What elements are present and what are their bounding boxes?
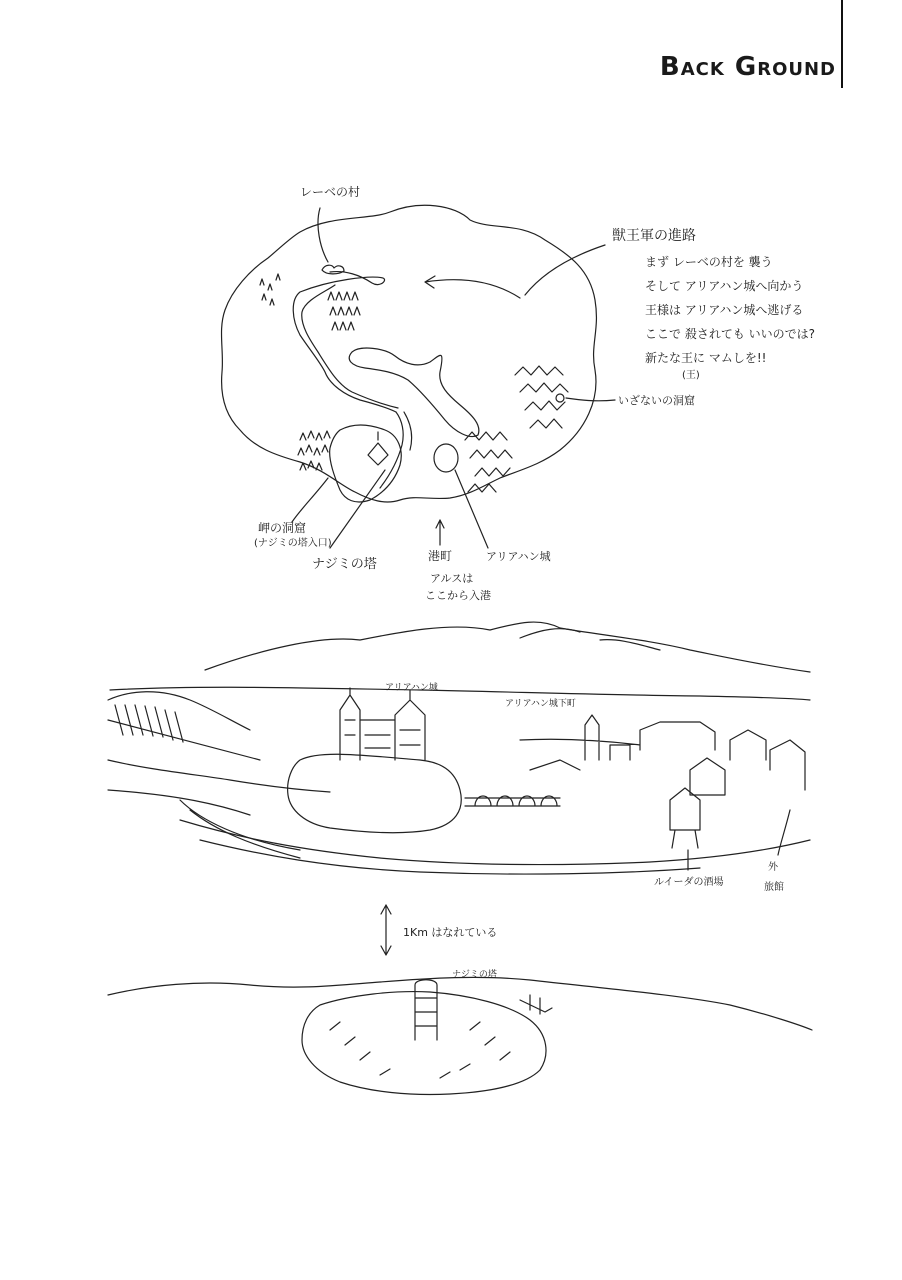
cave-label: いざないの洞窟 <box>618 394 695 407</box>
cave-marker <box>556 394 564 402</box>
castle-cliff <box>288 754 462 832</box>
route-note-4: ここで 殺されても いいのでは? <box>645 327 815 341</box>
pass-cave-pointer <box>292 478 328 522</box>
tavern-label: ルイーダの酒場 <box>654 877 724 888</box>
map-forest-left <box>298 431 330 470</box>
port-label: 港町 <box>428 549 453 563</box>
inn-label-1: 外 <box>768 862 778 873</box>
tower-marker <box>368 432 388 465</box>
town-buildings <box>520 715 805 795</box>
island-drawing <box>302 992 546 1095</box>
pass-cave-note: (ナジミの塔入口) <box>254 538 332 549</box>
map-forest-top <box>260 274 360 330</box>
map-castle-label: アリアハン城 <box>486 550 551 563</box>
map-peninsula <box>330 425 402 502</box>
port-pointer <box>436 520 444 545</box>
bridge-drawing <box>465 796 560 806</box>
route-note-2: そして アリアハン城へ向かう <box>645 279 804 293</box>
pass-cave-label: 岬の洞窟 <box>258 521 307 535</box>
island-horizon <box>108 977 812 1030</box>
distance-label: 1Km はなれている <box>403 926 498 939</box>
inn-pointer <box>778 810 790 855</box>
map-road <box>293 272 398 412</box>
route-pointer <box>525 245 605 295</box>
island-tower-label: ナジミの塔 <box>452 970 497 980</box>
mountain-range <box>205 622 810 672</box>
castle-pointer <box>455 470 488 548</box>
tavern-drawing <box>670 788 700 848</box>
continent-outline <box>221 205 596 502</box>
map-lake <box>349 348 479 436</box>
tower-label: ナジミの塔 <box>312 557 377 572</box>
island-dock <box>520 995 552 1014</box>
port-note-1: アルスは <box>430 572 474 585</box>
map-river <box>380 412 412 488</box>
hills-left <box>108 692 260 760</box>
panorama-river <box>108 760 810 874</box>
route-arrow <box>425 276 520 298</box>
route-title: 獣王軍の進路 <box>612 228 696 244</box>
distance-arrow <box>381 905 391 955</box>
castle-marker <box>434 444 458 472</box>
village-marker <box>318 208 344 274</box>
mountain-ridge <box>520 629 660 650</box>
castle-drawing <box>340 688 425 760</box>
route-note-3: 王様は アリアハン城へ逃げる <box>645 303 804 317</box>
horizon-line <box>110 687 810 700</box>
port-note-2: ここから入港 <box>425 589 491 602</box>
panorama-castle-label: アリアハン城 <box>385 683 438 693</box>
inn-label-2: 旅館 <box>764 882 784 893</box>
map-mountains-right <box>465 366 568 492</box>
cave-pointer <box>566 398 615 401</box>
route-note-5: 新たな王に マムしを!! <box>645 351 767 365</box>
route-note-6: (王) <box>682 370 700 381</box>
page-title: Back Ground <box>659 52 836 82</box>
village-label: レーベの村 <box>300 185 361 199</box>
nazimi-tower-drawing <box>415 980 437 1040</box>
panorama-town-label: アリアハン城下町 <box>505 699 576 709</box>
route-note-1: まず レーベの村を 襲う <box>645 255 773 269</box>
island-hatching <box>330 1022 510 1078</box>
